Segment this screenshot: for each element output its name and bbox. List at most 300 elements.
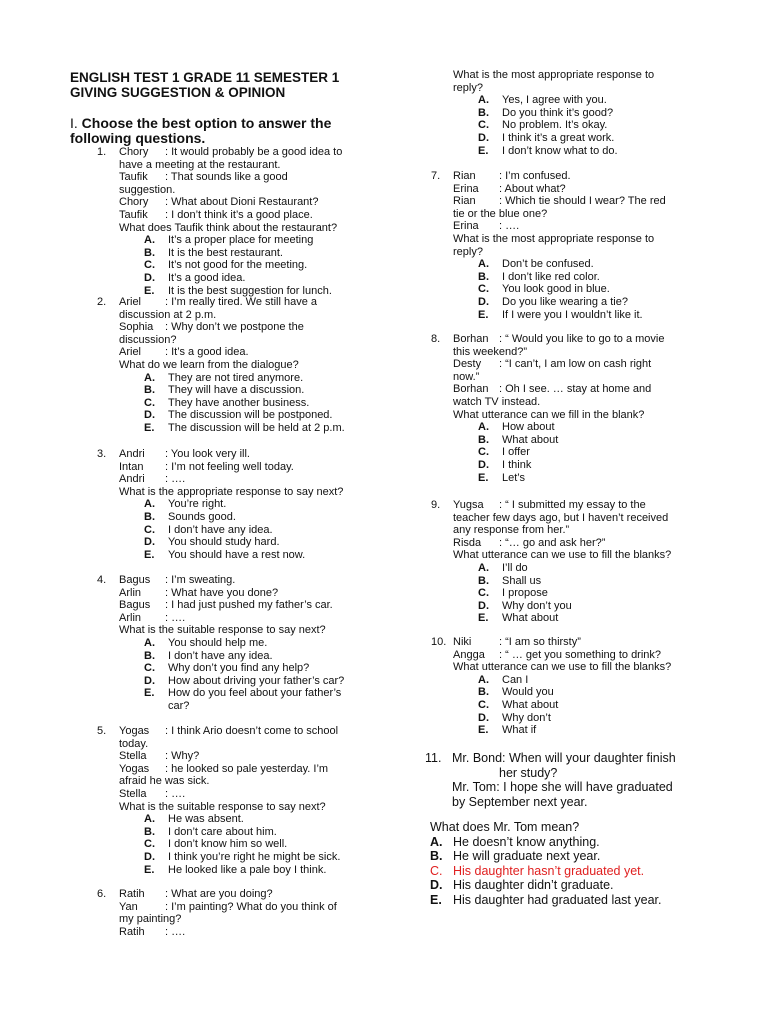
answer-options xyxy=(478,421,693,484)
dialogue-text: any response from her.” xyxy=(453,524,570,537)
dialogue-text: : What have you done? xyxy=(165,586,279,599)
option-text: I’ll do xyxy=(502,561,528,574)
option-text: You should study hard. xyxy=(168,536,280,549)
dialogue-line xyxy=(119,184,359,197)
question-6-continued xyxy=(453,69,713,157)
section-instruction xyxy=(70,116,370,146)
dialogue-text: : It would probably be a good idea to xyxy=(165,146,343,158)
dialogue-text: : …. xyxy=(165,473,186,486)
option-letter: B. xyxy=(144,384,155,397)
dialogue-text: now.” xyxy=(453,370,480,383)
speaker-name: Chory xyxy=(119,146,149,158)
answer-option xyxy=(478,575,693,588)
dialogue-text: : I’m sweating. xyxy=(165,574,236,586)
dialogue-line xyxy=(119,346,359,359)
question-prompt: What is the appropriate response to say next? xyxy=(119,485,344,498)
answer-option xyxy=(478,145,713,158)
option-text: The discussion will be held at 2 p.m. xyxy=(168,421,345,434)
speaker-name: Taufik xyxy=(119,208,148,221)
option-text: You look good in blue. xyxy=(502,283,610,296)
dialogue-line xyxy=(119,750,359,763)
option-text: Sounds good. xyxy=(168,510,236,523)
option-letter: B. xyxy=(478,270,489,283)
option-letter: B. xyxy=(478,106,489,119)
dialogue-line xyxy=(119,146,359,159)
option-text: I think xyxy=(502,458,532,471)
option-text: His daughter hasn’t graduated yet. xyxy=(453,863,645,878)
question-body xyxy=(452,751,725,809)
speaker-name: Stella xyxy=(119,750,147,763)
option-text: I don’t like red color. xyxy=(502,270,600,283)
option-letter: C. xyxy=(478,698,489,711)
dialogue-line xyxy=(453,358,693,371)
option-letter: B. xyxy=(144,825,155,838)
answer-option xyxy=(478,612,693,625)
dialogue-text: suggestion. xyxy=(119,183,176,196)
speaker-name: Yogas xyxy=(119,725,150,737)
option-letter: E. xyxy=(478,308,489,321)
option-text: What if xyxy=(502,724,537,737)
option-letter: C. xyxy=(478,587,489,600)
dialogue-line xyxy=(119,296,359,309)
dialogue-text: watch TV instead. xyxy=(453,395,541,408)
option-letter: E. xyxy=(144,284,155,297)
option-letter: E. xyxy=(478,612,489,625)
option-letter: D. xyxy=(478,711,489,724)
option-text: I don’t know him so well. xyxy=(168,838,288,851)
answer-option xyxy=(144,511,359,524)
option-text: He doesn’t know anything. xyxy=(453,834,600,849)
question-body xyxy=(119,146,359,297)
answer-option xyxy=(478,107,713,120)
question-number: 6. xyxy=(97,888,107,900)
dialogue-line xyxy=(453,183,693,196)
dialogue-line xyxy=(453,649,693,662)
question-number: 10. xyxy=(431,636,447,648)
option-letter: C. xyxy=(144,523,155,536)
dialogue-text: : “ … get you something to drink? xyxy=(499,648,662,661)
question-number: 8. xyxy=(431,333,441,345)
question-prompt: What utterance can we use to fill the blanks? xyxy=(453,549,672,562)
question-body xyxy=(453,499,693,625)
answer-option xyxy=(144,864,359,877)
dialogue-line xyxy=(453,537,693,550)
option-text: Why don’t you find any help? xyxy=(168,662,310,675)
answer-options xyxy=(478,562,693,625)
option-letter: A. xyxy=(144,813,155,826)
option-letter: A. xyxy=(478,561,489,574)
question-prompt: What is the most appropriate response to xyxy=(453,69,655,81)
option-text: What about xyxy=(502,698,559,711)
question-body xyxy=(119,725,359,876)
option-text: He will graduate next year. xyxy=(453,849,601,863)
option-text: They will have a discussion. xyxy=(168,384,305,397)
option-letter: D. xyxy=(430,878,443,892)
option-text: I offer xyxy=(502,446,530,459)
answer-option xyxy=(478,283,693,296)
answer-options xyxy=(478,94,713,157)
speaker-name: Rian xyxy=(453,195,476,208)
option-text: He was absent. xyxy=(168,813,244,826)
dialogue-text: this weekend?” xyxy=(453,345,527,358)
dialogue-line xyxy=(453,512,693,525)
option-letter: A. xyxy=(478,94,489,107)
option-letter: C. xyxy=(144,662,155,675)
option-letter: E. xyxy=(144,687,155,700)
dialogue-text: : “… go and ask her?” xyxy=(499,536,606,549)
option-text: It is the best suggestion for lunch. xyxy=(168,284,332,297)
option-letter: A. xyxy=(144,234,155,247)
question-prompt: What is the suitable response to say next? xyxy=(119,800,326,813)
answer-option xyxy=(430,849,725,864)
option-letter: D. xyxy=(478,458,489,471)
dialogue-line xyxy=(119,725,359,738)
speaker-name: Erina xyxy=(453,220,479,233)
question-number: 1. xyxy=(97,146,107,158)
option-letter: A. xyxy=(478,673,489,686)
option-letter: A. xyxy=(478,421,489,434)
option-text: I think it’s a great work. xyxy=(502,131,615,144)
speaker-name: Andri xyxy=(119,448,145,460)
speaker-name: Borhan xyxy=(453,333,489,345)
dialogue-text: discussion? xyxy=(119,333,177,346)
speaker-name: Taufik xyxy=(119,171,148,184)
dialogue-line xyxy=(119,159,359,172)
dialogue-text: : “I can’t, I am low on cash right xyxy=(499,358,652,371)
dialogue-line xyxy=(119,775,359,788)
answer-option xyxy=(144,813,359,826)
answer-option xyxy=(478,699,693,712)
option-letter: B. xyxy=(144,649,155,662)
option-text: You should have a rest now. xyxy=(168,548,306,561)
dialogue-text: : That sounds like a good xyxy=(165,171,288,184)
dialogue-line xyxy=(119,926,359,939)
dialogue-text: : I’m really tired. We still have a xyxy=(165,296,318,308)
dialogue-text: : What about Dioni Restaurant? xyxy=(165,196,319,209)
dialogue-text: : Oh I see. … stay at home and xyxy=(499,383,652,396)
speaker-name: Bagus xyxy=(119,599,151,612)
answer-option xyxy=(478,421,693,434)
option-letter: C. xyxy=(478,446,489,459)
option-letter: B. xyxy=(144,510,155,523)
option-text: car? xyxy=(168,699,190,712)
dialogue-text: : …. xyxy=(165,925,186,938)
option-letter: D. xyxy=(478,131,489,144)
option-text: How do you feel about your father’s xyxy=(168,687,342,700)
answer-options xyxy=(478,674,693,737)
option-text: Why don’t xyxy=(502,711,551,724)
option-letter: A. xyxy=(478,258,489,271)
dialogue-line xyxy=(453,195,693,208)
answer-option xyxy=(144,259,359,272)
dialogue-text: discussion at 2 p.m. xyxy=(119,308,217,321)
test-title-line2: GIVING SUGGESTION & OPINION xyxy=(70,85,286,100)
answer-option xyxy=(144,384,359,397)
answer-option xyxy=(478,712,693,725)
answer-option xyxy=(144,826,359,839)
dialogue-line xyxy=(119,461,359,474)
dialogue-text: : …. xyxy=(499,220,520,233)
option-text: I think you’re right he might be sick. xyxy=(168,850,341,863)
answer-options xyxy=(144,372,359,435)
dialogue-line xyxy=(119,599,359,612)
option-text: I don’t have any idea. xyxy=(168,523,273,536)
question-body xyxy=(119,888,359,938)
option-letter: E. xyxy=(144,863,155,876)
option-text: Do you think it’s good? xyxy=(502,106,614,119)
dialogue-text: : I’m confused. xyxy=(499,170,571,182)
speaker-name: Yan xyxy=(119,900,138,913)
option-letter: C. xyxy=(478,283,489,296)
option-letter: B. xyxy=(144,246,155,259)
dialogue-text: have a meeting at the restaurant. xyxy=(119,158,281,171)
option-text: I don’t have any idea. xyxy=(168,649,273,662)
dialogue-text: : I think Ario doesn’t come to school xyxy=(165,725,339,737)
dialogue-text: : …. xyxy=(165,787,186,800)
answer-option xyxy=(144,637,359,650)
dialogue-text: my painting? xyxy=(119,913,182,926)
dialogue-line xyxy=(453,333,693,346)
dialogue-text: : I had just pushed my father’s car. xyxy=(165,599,333,612)
question-prompt: What utterance can we fill in the blank? xyxy=(453,408,645,421)
answer-option xyxy=(144,372,359,385)
answer-option xyxy=(144,272,359,285)
option-text: I don’t know what to do. xyxy=(502,144,618,157)
dialogue-text: : “ I submitted my essay to the xyxy=(499,499,646,511)
dialogue-text: : I’m painting? What do you think of xyxy=(165,900,337,913)
dialogue-text: tie or the blue one? xyxy=(453,207,548,220)
dialogue-line xyxy=(119,334,359,347)
option-letter: C. xyxy=(478,119,489,132)
answer-option xyxy=(478,271,693,284)
option-text: Do you like wearing a tie? xyxy=(502,295,628,308)
option-text: His daughter didn’t graduate. xyxy=(453,878,614,892)
answer-option xyxy=(144,536,359,549)
dialogue-line xyxy=(453,371,693,384)
answer-options xyxy=(430,835,725,908)
question-number: 4. xyxy=(97,574,107,586)
answer-option xyxy=(144,409,359,422)
dialogue-line xyxy=(453,524,693,537)
option-text: No problem. It’s okay. xyxy=(502,119,608,132)
dialogue-text: : “ Would you like to go to a movie xyxy=(499,333,665,345)
answer-option xyxy=(478,600,693,613)
answer-option xyxy=(144,851,359,864)
dialogue-text: : You look very ill. xyxy=(165,448,250,460)
speaker-name: Sophia xyxy=(119,321,154,334)
answer-options xyxy=(144,234,359,297)
answer-option xyxy=(430,893,725,908)
option-text: His daughter had graduated last year. xyxy=(453,892,662,907)
dialogue-line xyxy=(119,612,359,625)
question-prompt: What utterance can we use to fill the blanks? xyxy=(453,661,672,674)
question-number: 7. xyxy=(431,170,441,182)
option-letter: D. xyxy=(144,536,155,549)
dialogue-line xyxy=(119,473,359,486)
question-prompt: What is the most appropriate response to xyxy=(453,232,655,245)
dialogue-line xyxy=(453,499,693,512)
answer-option xyxy=(144,397,359,410)
speaker-name: Risda xyxy=(453,536,482,549)
dialogue-text: : Why? xyxy=(165,750,200,763)
option-letter: C. xyxy=(144,838,155,851)
answer-option xyxy=(144,700,359,713)
dialogue-text: : I don’t think it’s a good place. xyxy=(165,208,313,221)
option-letter: E. xyxy=(144,548,155,561)
speaker-name: Ariel xyxy=(119,346,142,359)
dialogue-text: : It’s a good idea. xyxy=(165,346,249,359)
dialogue-line xyxy=(453,396,693,409)
section-text-line1: Choose the best option to answer the xyxy=(81,115,332,131)
question-11-block xyxy=(425,751,725,907)
dialogue-line xyxy=(119,309,359,322)
answer-option xyxy=(144,234,359,247)
option-text: How about driving your father’s car? xyxy=(168,674,345,687)
dialogue-text: : he looked so pale yesterday. I’m xyxy=(165,762,329,775)
dialogue-line: her study? xyxy=(499,765,558,780)
answer-option xyxy=(430,835,725,850)
dialogue-line xyxy=(119,913,359,926)
dialogue-line xyxy=(119,763,359,776)
question-prompt: reply? xyxy=(453,81,483,94)
speaker-name: Angga xyxy=(453,648,485,661)
answer-option xyxy=(478,94,713,107)
question-prompt: What does Taufik think about the restaurant? xyxy=(119,221,338,234)
speaker-name: Borhan xyxy=(453,383,489,396)
option-letter: B. xyxy=(430,849,443,863)
option-text: Shall us xyxy=(502,574,542,587)
dialogue-line xyxy=(119,171,359,184)
dialogue-text: : I’m not feeling well today. xyxy=(165,460,294,473)
dialogue-line xyxy=(119,738,359,751)
dialogue-line: Mr. Bond: When will your daughter finish xyxy=(452,751,676,765)
answer-options xyxy=(478,258,693,321)
speaker-name: Yugsa xyxy=(453,499,484,511)
option-letter: D. xyxy=(144,850,155,863)
option-letter: E. xyxy=(430,892,442,907)
option-text: It’s a proper place for meeting xyxy=(168,234,314,247)
answer-options xyxy=(144,813,359,876)
option-text: The discussion will be postponed. xyxy=(168,409,333,422)
dialogue-text: : About what? xyxy=(499,182,566,195)
option-text: Don’t be confused. xyxy=(502,258,594,271)
answer-option xyxy=(478,686,693,699)
answer-option xyxy=(478,446,693,459)
section-number: I. xyxy=(70,115,78,131)
question-number: 5. xyxy=(97,725,107,737)
option-letter: D. xyxy=(478,295,489,308)
test-title-line1: ENGLISH TEST 1 GRADE 11 SEMESTER 1 xyxy=(70,70,340,85)
option-letter: C. xyxy=(144,396,155,409)
option-letter: D. xyxy=(144,409,155,422)
dialogue-line xyxy=(453,170,693,183)
option-text: Let’s xyxy=(502,471,526,484)
answer-option xyxy=(478,434,693,447)
answer-option xyxy=(478,472,693,485)
dialogue-line xyxy=(453,636,693,649)
option-text: How about xyxy=(502,421,555,434)
option-text: Why don’t you xyxy=(502,599,572,612)
speaker-name: Erina xyxy=(453,182,479,195)
dialogue-line xyxy=(453,208,693,221)
dialogue-text: afraid he was sick. xyxy=(119,775,210,788)
speaker-name: Ratih xyxy=(119,888,145,900)
answer-option xyxy=(478,724,693,737)
answer-option xyxy=(144,675,359,688)
option-text: They are not tired anymore. xyxy=(168,371,304,384)
answer-option xyxy=(144,662,359,675)
answer-option xyxy=(144,524,359,537)
option-letter: E. xyxy=(478,724,489,737)
option-letter: D. xyxy=(144,271,155,284)
question-prompt: reply? xyxy=(453,245,483,258)
dialogue-line xyxy=(119,574,359,587)
option-text: I don’t care about him. xyxy=(168,825,277,838)
dialogue-text: : What are you doing? xyxy=(165,888,273,900)
question-body xyxy=(119,448,359,561)
answer-option xyxy=(430,878,725,893)
answer-option xyxy=(144,422,359,435)
answer-option xyxy=(478,459,693,472)
option-text: They have another business. xyxy=(168,396,310,409)
option-text: Can I xyxy=(502,673,529,686)
option-letter: E. xyxy=(144,421,155,434)
answer-option xyxy=(478,309,693,322)
answer-option xyxy=(144,498,359,511)
speaker-name: Yogas xyxy=(119,762,150,775)
answer-option xyxy=(478,674,693,687)
option-letter: A. xyxy=(144,498,155,511)
question-prompt: What is the suitable response to say next? xyxy=(119,624,326,637)
dialogue-text: : Why don’t we postpone the xyxy=(165,321,304,334)
dialogue-text: : “I am so thirsty” xyxy=(499,636,581,648)
speaker-name: Niki xyxy=(453,636,472,648)
speaker-name: Chory xyxy=(119,196,149,209)
dialogue-text: : Which tie should I wear? The red xyxy=(499,195,666,208)
speaker-name: Ariel xyxy=(119,296,142,308)
answer-option xyxy=(478,258,693,271)
option-text: It’s not good for the meeting. xyxy=(168,259,308,272)
question-number: 9. xyxy=(431,499,441,511)
option-letter: D. xyxy=(478,599,489,612)
dialogue-line xyxy=(453,220,693,233)
dialogue-line xyxy=(119,901,359,914)
answer-option xyxy=(478,119,713,132)
answer-option xyxy=(478,587,693,600)
dialogue-text: : …. xyxy=(165,611,186,624)
dialogue-line: Mr. Tom: I hope she will have graduated xyxy=(452,780,673,794)
dialogue-line: by September next year. xyxy=(452,794,588,809)
answer-option xyxy=(478,562,693,575)
answer-option xyxy=(144,687,359,700)
speaker-name: Rian xyxy=(453,170,476,182)
question-body xyxy=(453,333,693,484)
answer-option xyxy=(478,296,693,309)
speaker-name: Stella xyxy=(119,787,147,800)
speaker-name: Ratih xyxy=(119,925,145,938)
option-text: What about xyxy=(502,433,559,446)
option-letter: D. xyxy=(144,674,155,687)
option-letter: A. xyxy=(144,371,155,384)
answer-option xyxy=(144,650,359,663)
answer-option xyxy=(478,132,713,145)
option-text: It’s a good idea. xyxy=(168,271,246,284)
dialogue-line xyxy=(119,888,359,901)
speaker-name: Arlin xyxy=(119,611,142,624)
answer-option xyxy=(144,549,359,562)
question-body xyxy=(119,574,359,713)
option-letter: C. xyxy=(430,863,443,878)
